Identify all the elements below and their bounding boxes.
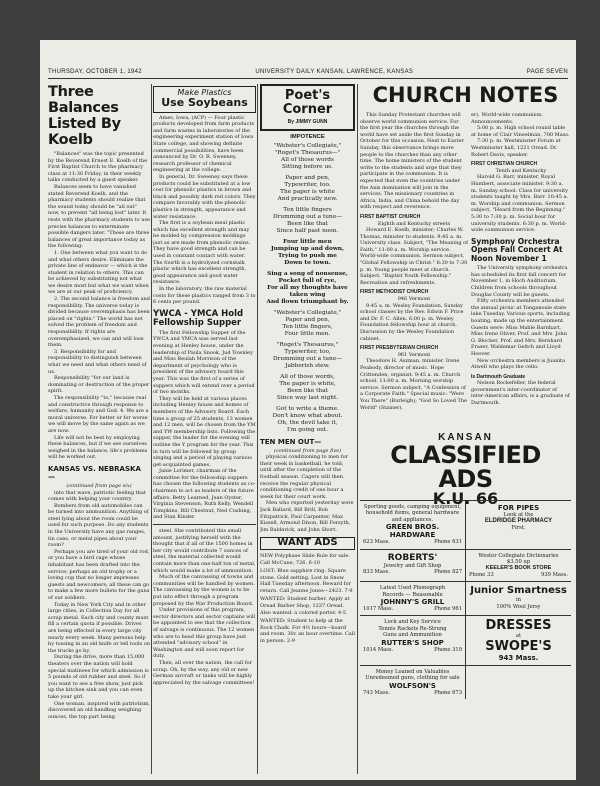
church-name: FIRST METHODIST CHURCH — [360, 289, 429, 296]
poem-line: And flown triumphant by. — [266, 298, 349, 305]
ywca-headline: YWCA - YMCA Hold Fellowship Supper — [153, 308, 244, 328]
ad-text: Records — Reasonable — [382, 591, 443, 598]
article-paragraph: Men who reported yesterday were Jack Ballard, Bill Brill, Bob Fitzpatrick, Paul Carpenter, Max Kissell, Armond Dixon, Bill Forsyth, Jim Balderick, and John Short. — [260, 500, 354, 533]
poem-line: Down to town. — [284, 259, 331, 266]
plastics-headline-box — [153, 86, 256, 113]
ad-text: Tennis Rackets Re-Strung — [378, 625, 447, 632]
church-schedule: Harold G. Barr, minister, Royal Humbert, associate minister. 9:30 a. m. Sunday school. Class for university students taught by Mrs. Barr. 10:45 a. m. Worship and communion. Sermon subject, "Heard from the Beginning." 5:30 to 7:30 p. m. Social hour for university students. 6:30 p. m. World-wide communion service. — [471, 174, 569, 234]
poem-line: Four little men — [283, 238, 332, 245]
poem-line: "Webster's Collegiate," — [273, 309, 342, 316]
article-paragraph: This Sunday Protestant churches will observe world communion service. For the first year the churches through the world have set aside the first Sunday in October for this occasion. Next to Easter Sunday, this observance brings more people to the churches than any other time. The home ministers of the student write to the students and urge that they participate in the communion. It is expected that even the countries under the Axis domination will join in the services. The missionary countries in Africa, India, and China behold the day with respect and reverence. — [360, 112, 464, 211]
plastics-headline: Use Soybeans — [161, 95, 248, 109]
want-ad: WANTED: Student to help at the Rock Chalk. For 4½ hours—board and room. 30c an hour overtime. Call in person. 2-9 — [260, 618, 355, 645]
article-paragraph: Much of the canvassing of towns and communities will be handled by women. The canvassing by the women is to be put into effect through a program proposed by the War Production Board. — [153, 574, 255, 607]
article-paragraph: Balances seem to have vanished stated Reverend Koelb, and the pharmacy students should realize that the sound today should be "all out" now, to prevent "all being lost" later. It rests with the pharmacy students to use precise balances to exterminate possible dangers later. "These are three balances of great importance today as the following: — [48, 183, 150, 250]
article-paragraph: The responsibility "to," because real and constructive through response to welfare, humanity and God. 4. We are a moral universe. For better or for worse we will move by the same again as we are now. — [48, 394, 149, 434]
poem-stanza — [260, 271, 355, 306]
article-paragraph: Perhaps you are tired of your old rod, or you have a bird cage whose inhabitant has been drafted into the service; perhaps an old trophy or a loving cup that no longer impresses guests and newcomers; all these can go to make a few more bullets for the guns of our soldiers. — [48, 548, 150, 601]
classified-title: CLASSIFIED ADS — [390, 441, 541, 493]
poets-corner-byline: By JIMMY GUNN — [287, 119, 328, 125]
ad-address: 943 Mass. — [498, 653, 539, 662]
poem-line: The paper is white, — [279, 380, 336, 387]
ad-text: Unredeemed guns, clothing for sale — [365, 675, 460, 682]
divider — [153, 524, 256, 525]
poem-stanza — [260, 406, 355, 434]
column-church-notes-continued — [471, 112, 571, 428]
poets-corner-box — [260, 84, 355, 131]
ad-phone: Phone 827 — [434, 569, 462, 576]
church-schedule: Theodore H. Aszman, minister. Irene Peabody, director of music. Hope Crittenden, organist. 9:45 a. m. Church school. 11:00 a. m. Morning worship service. Sermon subject, "A Confession of a Corporate Faith." Special music: "Were You There" (Burleigh); "God So Loved The World" (Stainer). — [360, 358, 468, 411]
ad-phone: Phone 631 — [434, 539, 462, 546]
want-ad: LOST: Blue sapphire ring. Square stone. Gold setting. Lost in Snow Hall Tuesday afternoon. Reward for return. Call Jeanne Jones—2423. 7-9 — [260, 568, 353, 594]
masthead-date: THURSDAY, OCTOBER 1, 1942 — [48, 69, 142, 75]
continued-note: (continued from page five) — [273, 447, 342, 454]
ad-address: 833 Mass. — [363, 569, 390, 576]
article-paragraph: New orchestra members is Juanita Atwell who plays the cello. — [471, 357, 566, 371]
ad-text: Sporting goods, camping equipment, household items, general hardware and appliances. — [363, 504, 462, 523]
church-address: Tenth and Kentucky — [495, 167, 547, 174]
article-paragraph: 5:00 p. m. High school round table at home of Clair Vineelman, 700 Mass. — [471, 125, 570, 138]
article-paragraph: Under provisions of this program, sector directors and sector captains will be appointed to see that the collection of salvage is continuous. The 12 women who are to head this group have just attended "advisory school" in Washington and will soon report for duty. — [153, 607, 256, 660]
ad-phone: Phone 319 — [434, 646, 462, 653]
church-name: FIRST CHRISTIAN CHURCH — [471, 161, 538, 168]
article-paragraph: One woman, inspired with patriotism, discovered an old handbag weighing ounces, the top part being — [48, 700, 150, 720]
plastics-kicker: Make Plastics — [177, 88, 232, 97]
article-paragraph: "Balances" was the topic presented by the Reverend Ernest E. Koelb of the First Baptist Church to the pharmacy class at 11:30 Friday, in their weekly talks conducted by a guest speaker. — [48, 151, 148, 184]
poem-line: Ten little fingers — [283, 206, 332, 213]
ad-price: $3.50 up — [506, 559, 531, 566]
ad-text: Jewelry and Gift Shop — [383, 562, 442, 569]
poem-line: Since half past noon. — [276, 227, 339, 234]
poem-line: Been like that — [286, 220, 329, 227]
poem-line: "Webster's Collegiate," — [273, 142, 342, 149]
poem-line: Sing a song of nonsense, — [267, 270, 348, 277]
classified-ads-banner — [360, 432, 571, 507]
article-paragraph: They will be held at various places including Henley house and homes of members of the Advisory Board. Each time a group of 25 students, 13 women and 12 men, will be chosen from the YM and YW membership lists. Following the supper, the leader for the evening will outline the Y program for the year. This in turn will be followed by group singing and a period of playing various get-acquainted games. — [153, 395, 256, 468]
ad-text: DRESSES — [485, 618, 552, 634]
poem-line: All of those words, — [280, 373, 335, 380]
ad-eldridge — [465, 501, 571, 549]
poem-line: Paper and pen, — [285, 316, 330, 323]
want-ads-header: WANT ADS — [260, 537, 355, 550]
ad-address: 1014 Mass. — [363, 646, 394, 653]
column-rule — [151, 84, 152, 774]
masthead — [48, 66, 568, 79]
ad-wolfsons — [360, 666, 465, 699]
church-name: FIRST PRESBYTERIAN CHURCH — [360, 345, 439, 352]
ad-text: Latest Used Phonograph — [379, 585, 446, 592]
poem-line: Typewriter, too. — [284, 181, 331, 188]
poem-line: "Roget's Thesaurus—" — [274, 149, 341, 156]
article-paragraph: steel. She contributed this small amount, justifying herself with the thought that if all of the 1500 homes in her city would contribute 7 ounces of steel, the material collected would contain more than one-half ton of metal, which would make a lot of ammunition. — [153, 528, 256, 574]
want-ad: WANTED: Student barber. Apply at Oread Barber Shop, 1237 Oread. Also wanted: a colored porter. 4-5 — [260, 596, 350, 616]
poem-line: Paper and pen, — [285, 174, 330, 181]
classified-phone: K.U. 66 — [432, 489, 499, 508]
poem-stanza — [260, 239, 355, 267]
article-paragraph: Responsibility "for our land is dominating or destruction of the proper spirit. — [48, 375, 150, 395]
article-paragraph: Janie Lorimer, chairman of the committee for the fellowship suppers has chosen the following students as co-chairmen to act as leaders of the future affairs: Betty Learned, Jean Oyster, Virginia Stevenson, Ruth Kelly, Wendell Tompkins, Bill Chestnut, Ned Cushing, and Stan Kinder. — [153, 468, 256, 521]
dartmouth-headline: Is Dartmouth Graduate — [471, 373, 526, 380]
poem-line: The paper is white — [280, 188, 335, 195]
newspaper-page — [40, 40, 576, 780]
poem-line: Since way last night. — [276, 394, 339, 401]
ad-text: Money Loaned on Valuables — [375, 668, 450, 675]
article-paragraph: In general, Dr. Sweeney says these products could be substituted at a low cost for phenolic plastics in brown and black and possibly dark red colors. They compare favorably with the phenolic plastics in strength, appearance and water resistance. — [153, 173, 256, 220]
church-address: 961 Vermont — [397, 351, 431, 358]
article-paragraph: into that wave, patriotic feeling that comes with helping your country. — [48, 489, 146, 503]
article-paragraph: 2. The second balance is freedom and responsibility. The universe today is divided because overemphasis has been placed on "rights." The world has not solved the problem of freedom and responsibility. If rights are overemphasized, we can and will lose them. — [48, 296, 150, 349]
article-paragraph: In the laboratory, the raw material costs for these plastics ranged from 3 to 6 cents per pound. — [153, 286, 256, 306]
article-paragraph: The first is a soybean meal plastic which has excellent strength and may be molded by compression moldings just as are made from phenolic resins. They have good strength and can be used in constant contact with water. The fourth is a hydrolyzed cornstalk plastic which has excellent strength, good appearance and good water resistance. — [153, 220, 251, 286]
poem-line: Typewriter, too, — [284, 348, 331, 355]
classified-ads-grid — [360, 500, 571, 699]
ad-business-name: JOHNNY'S GRILL — [380, 598, 445, 607]
column-rule — [357, 84, 358, 774]
poem-line: Got to write a theme. — [276, 405, 339, 412]
article-paragraph: 3. Responsibility for and responsibility to distinguish between what we need and what others need of us. — [48, 348, 147, 375]
continued-note: (continued from page six) — [66, 482, 132, 489]
article-paragraph: Bombers from old automobiles can be turned into ammunition. Anything of steel lying about the room could be used for such purpose. Do any students in the University have any gas ranges, tin cans, or metal pipes about your room? — [48, 502, 149, 549]
poem-line: Drumming out a tune— — [272, 355, 342, 362]
article-paragraph: Ames, Iowa, (ACP) — Four plastic products developed from farm products and farm wastes in laboratories of the engineering experiment station of Iowa State college, and showing definite commercial possibilities, have been announced by Dr. O. R. Sweeney, research professor of chemical engineering at the college. — [153, 114, 255, 174]
article-paragraph: 7:30 p. m. Westminster Forum at Westminster hall, 1221 Oread. Dr. Robert Davis, speaker. — [471, 138, 561, 158]
column-plastics — [153, 84, 256, 774]
ad-text: Guns and Ammunition — [383, 632, 442, 639]
column-church-notes — [360, 112, 468, 428]
poem-line: taken wing — [289, 291, 326, 298]
poem-line: Four little men. — [284, 330, 331, 337]
ad-text: in — [515, 597, 521, 604]
ad-business-name: GREEN BROS. HARDWARE — [385, 523, 440, 540]
ad-johnnys — [360, 582, 465, 615]
ad-rutters — [360, 616, 465, 664]
ad-business-name: RUTTER'S SHOP — [381, 638, 444, 647]
poem-line: Drumming out a tune— — [272, 213, 342, 220]
symphony-headline: Symphony Orchestra Opens Fall Concert At Noon November 1 — [471, 236, 563, 263]
poem-line: I'm going out. — [287, 426, 328, 433]
poem-line: All of those words — [281, 156, 334, 163]
poem-line: And practically new. — [277, 195, 338, 202]
article-paragraph: Today in New York City and in other large cities, in Collection Day for all scrap metal. Each city and county must fill a certain quota if possible. Drives are being effected in every large city nearly every week. Many persons help by tossing in an old knife or tell tools on the trucks go by. — [48, 601, 150, 654]
ad-text: 100% Wool Jersy — [496, 603, 541, 610]
church-address: Eighth and Kentucky streets — [377, 220, 451, 227]
poem — [260, 134, 355, 434]
poets-corner-title: Poet's Corner — [282, 88, 333, 117]
ad-row — [360, 665, 571, 699]
ad-text: FOR PIPES — [497, 504, 540, 512]
masthead-page: PAGE SEVEN — [526, 69, 568, 75]
poem-line: Trying to push me — [278, 252, 337, 259]
ad-address: 743 Mass. — [363, 689, 390, 696]
ad-row — [360, 581, 571, 615]
article-paragraph: Nelson Rockefeller, the federal government's inter-coordinator of inter-American affairs, is a graduate of Dartmouth. — [471, 380, 570, 407]
church-name: FIRST BAPTIST CHURCH — [360, 213, 421, 220]
column-rule — [257, 84, 258, 774]
poem-stanza — [260, 175, 355, 203]
ad-address: 623 Mass. — [363, 539, 390, 546]
ad-text: Wester Collegiate Dictionaries — [478, 552, 559, 559]
poem-stanza — [260, 374, 355, 402]
poem-line: Oh, the devil take it, — [277, 419, 338, 426]
kansas-nebraska-headline: KANSAS VS. NEBRASKA — — [48, 464, 141, 481]
ad-business-name: KEELER'S BOOK STORE — [485, 565, 552, 572]
ad-phone: Phone 961 — [434, 606, 462, 613]
poem-line: "Roget's Thesaurus," — [276, 341, 339, 348]
church-address: 946 Vermont — [397, 296, 431, 303]
classified-kansan: KANSAN — [438, 432, 493, 443]
ad-green-bros — [360, 501, 465, 549]
article-paragraph: Fifty orchestra members attended the annual picnic at Tonganoxie state lake Tuesday. Various sports, including boating, made up the entertainment. Guests were: Miss Mable Barnhart, Miss Irene Oliver, Prof. and Mrs. John G. Blocher, Prof. and Mrs. Bernhard Fraser, Waldemar Geltch and Lloyd Hoover. — [471, 298, 570, 357]
article-paragraph: Life will not be best by employing these balances, but if we see ourselves weighed in the balance, life's problems will be worked out. — [48, 434, 148, 461]
ad-empty — [465, 666, 571, 699]
church-schedule: Howard E. Koelb, minister; Charles W. Thomas, minister to students. 9:45 a. m. University class. Subject, "The Meaning of Faith." 11:00 a. m. Worship service. World-wide communion. Sermon subject, "Global Fellowship in Christ." 6:30 to 7:30 p. m. Young people meet at church. Subject, "Baptist Youth Fellowship." Recreation and refreshments. — [360, 227, 468, 286]
poem-title: IMPOTENCE — [290, 133, 325, 140]
article-paragraph: The first Fellowship Supper of the YWCA and YMCA was served last evening at Henley house, under the leadership of Paula Snook, Jud Townley and Miss Beulah Morrison of the department of psychology who is president of the advisory board this year. This was the first of a series of suppers which will extend over a period of two months. — [153, 329, 255, 396]
poem-line: Sitting before us. — [282, 163, 333, 170]
article-paragraph: physical conditioning to men for their week in basketball, he told, until after the completion of the football season. Cagers will then receive the regular physical conditioning credit of one hour a week for their court work. — [260, 454, 349, 500]
article-paragraph: The University symphony orchestra has scheduled its first fall concert for November 1, in Hoch Auditorium. Children from schools throughout Douglas County will be guests. — [471, 265, 568, 298]
ad-phone: Phone 673 — [434, 689, 462, 696]
ad-text: First. — [511, 524, 526, 531]
article-paragraph: Then, all over the nation, the call for scrap. Oh, by the way, any old or new German aircraft or tanks will be highly appreciated by the salvage committees! — [153, 659, 255, 686]
want-ad: NEW Polyphase Slide Rule for sale. Call McCune, 726. 6-10 — [260, 552, 350, 566]
column-koelb — [48, 84, 150, 774]
poem-line: Jumping up and down, — [270, 245, 345, 252]
ad-row — [360, 549, 571, 582]
poem-stanza — [260, 207, 355, 235]
ad-phone: Phone 33 — [469, 571, 494, 578]
ad-swopes-top — [465, 582, 571, 615]
koelb-article — [48, 151, 150, 461]
ad-text: Lock and Key Service — [384, 619, 441, 626]
poem-line: Jabberish stew. — [285, 362, 330, 369]
ad-text: at — [515, 633, 522, 640]
poem-line: For all my thoughts have — [267, 284, 348, 291]
koelb-headline: Three Balances Listed By Koelb — [48, 84, 121, 148]
article-paragraph: During the drive, more than 15,000 theaters over the nation will hold special matinees for which admission is 5 pounds of old rubber and steel. So if you want to see a free show, just pick up the kitchen sink and you can even take your girl. — [48, 654, 149, 700]
ad-roberts — [360, 550, 465, 582]
poem-stanza — [260, 310, 355, 338]
ad-row — [360, 500, 571, 549]
ten-men-out-headline: TEN MEN OUT— — [260, 437, 322, 446]
ad-text: Look at the — [503, 512, 534, 518]
church-notes-headline: CHURCH NOTES — [372, 83, 559, 107]
ad-address: 939 Mass. — [541, 571, 568, 578]
column-poet — [260, 84, 355, 774]
ad-swopes-bottom — [465, 616, 571, 664]
ad-business-name: SWOPE'S — [485, 638, 552, 654]
poem-line: Ten little fingers, — [282, 323, 333, 330]
poem-stanza — [260, 143, 355, 171]
poem-line: Pocket full of rye, — [278, 277, 337, 284]
ad-business-name: ELDRIDGE PHARMACY — [484, 518, 553, 525]
poem-stanza — [260, 342, 355, 370]
article-paragraph: er). World-wide communion. Announcements. — [471, 112, 543, 125]
kansas-nebraska-article — [48, 490, 150, 721]
article-paragraph: 1. One between what you want to do and what others desire. Eliminate the private line of endeavor — which is the student in relation to others. This can be achieved by substituting not what we desire most but what we want when we are at our peak of proficiency. — [48, 249, 149, 296]
ad-row — [360, 615, 571, 664]
masthead-paper: UNIVERSITY DAILY KANSAN, LAWRENCE, KANSAS — [255, 69, 414, 75]
ad-keeler — [465, 550, 571, 582]
ad-business-name: WOLFSON'S — [389, 681, 436, 690]
church-schedule: 9:45 a. m. Wesley Foundation. Sunday school classes by the Rev. Edwin F. Price and Dr. F. C. Allen. 6:00 p. m. Wesley Foundation fellowship hour at church. Discussion by the Wesley Foundation cabinet. — [360, 302, 464, 342]
ad-business-name: ROBERTS' — [387, 552, 438, 563]
ad-text: Junior Smartness — [470, 585, 567, 597]
poem-line: Don't know what about. — [272, 412, 343, 419]
ad-address: 1017 Mass. — [363, 606, 394, 613]
poem-line: Been like that — [286, 387, 329, 394]
